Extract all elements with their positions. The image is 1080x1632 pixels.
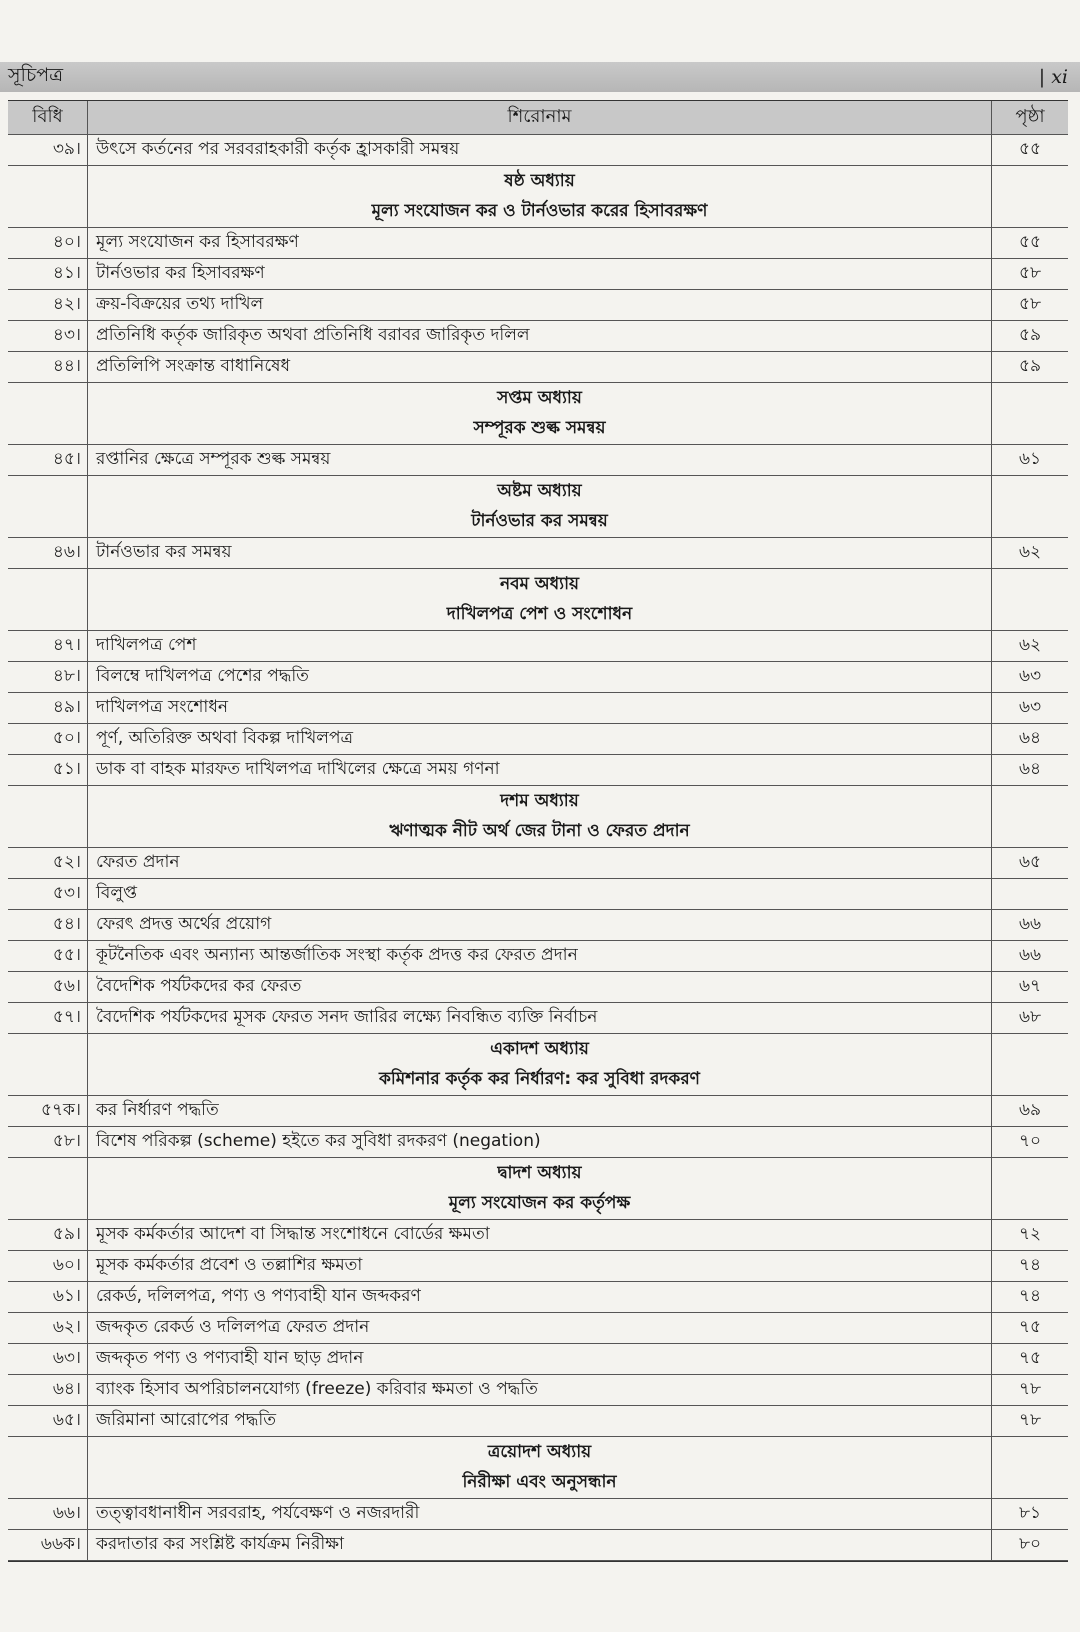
section-name: সূচিপত্র <box>8 64 64 86</box>
table-row <box>8 1282 1068 1313</box>
page-ref: ৭৫ <box>1018 1317 1042 1337</box>
chapter-heading: টার্নওভার কর সমন্বয় <box>88 507 992 537</box>
rule-title: কর নির্ধারণ পদ্ধতি <box>88 1096 992 1126</box>
page-ref: ৫৯ <box>1018 325 1042 345</box>
page-ref: ৭২ <box>1018 1224 1042 1244</box>
rule-title: পূর্ণ, অতিরিক্ত অথবা বিকল্প দাখিলপত্র <box>88 724 992 754</box>
rule-number: ৪৩। <box>8 321 88 351</box>
rule-number: ৪২। <box>8 290 88 320</box>
page-ref <box>992 197 1068 227</box>
chapter-heading: দাখিলপত্র পেশ ও সংশোধন <box>88 600 992 630</box>
chapter-heading: মূল্য সংযোজন কর ও টার্নওভার করের হিসাবরক্ষণ <box>88 197 992 227</box>
table-row <box>8 693 1068 724</box>
table-row <box>8 724 1068 755</box>
page-ref <box>992 817 1068 847</box>
chapter-heading: মূল্য সংযোজন কর কর্তৃপক্ষ <box>88 1189 992 1219</box>
rule-title: বিশেষ পরিকল্প (scheme) হইতে কর সুবিধা রদকরণ (negation) <box>88 1127 992 1157</box>
chapter-heading: কমিশনার কর্তৃক কর নির্ধারণ: কর সুবিধা রদকরণ <box>88 1065 992 1095</box>
table-row <box>8 662 1068 693</box>
rule-title: ক্রয়-বিক্রয়ের তথ্য দাখিল <box>88 290 992 320</box>
page-ref <box>992 1437 1068 1468</box>
table-row <box>8 631 1068 662</box>
rule-number: ৬২। <box>8 1313 88 1343</box>
rule-number: ৩৯। <box>8 135 88 165</box>
rule-title: উৎসে কর্তনের পর সরবরাহকারী কর্তৃক হ্রাসকারী সমন্বয় <box>88 135 992 165</box>
rule-number <box>8 1158 88 1189</box>
chapter-heading-row <box>8 414 1068 445</box>
chapter-heading: নবম অধ্যায় <box>88 569 992 600</box>
rule-title: বৈদেশিক পর্যটকদের মূসক ফেরত সনদ জারির লক্ষ্যে নিবন্ধিত ব্যক্তি নির্বাচন <box>88 1003 992 1033</box>
chapter-heading: ত্রয়োদশ অধ্যায় <box>88 1437 992 1468</box>
rule-title: দাখিলপত্র সংশোধন <box>88 693 992 723</box>
table-row <box>8 1220 1068 1251</box>
table-row <box>8 848 1068 879</box>
chapter-heading-row <box>8 786 1068 817</box>
rule-number: ৫৭ক। <box>8 1096 88 1126</box>
table-row <box>8 1003 1068 1034</box>
table-row <box>8 538 1068 569</box>
rule-number: ৪৮। <box>8 662 88 692</box>
chapter-heading-row <box>8 166 1068 197</box>
rule-number: ৪১। <box>8 259 88 289</box>
page-ref: ৬৭ <box>1018 976 1042 996</box>
page-ref: ৫৮ <box>1018 294 1042 314</box>
rule-number <box>8 1437 88 1468</box>
rule-number <box>8 1034 88 1065</box>
page-ref <box>992 1065 1068 1095</box>
chapter-heading: দ্বাদশ অধ্যায় <box>88 1158 992 1189</box>
rule-number: ৪৬। <box>8 538 88 568</box>
page-ref <box>992 383 1068 414</box>
rule-title: ব্যাংক হিসাব অপরিচালনযোগ্য (freeze) করিবার ক্ষমতা ও পদ্ধতি <box>88 1375 992 1405</box>
chapter-heading-row <box>8 1034 1068 1065</box>
rule-number: ৫৭। <box>8 1003 88 1033</box>
chapter-heading-row <box>8 197 1068 228</box>
chapter-heading-row <box>8 600 1068 631</box>
rule-title: রেকর্ড, দলিলপত্র, পণ্য ও পণ্যবাহী যান জব্দকরণ <box>88 1282 992 1312</box>
rule-title: জব্দকৃত পণ্য ও পণ্যবাহী যান ছাড় প্রদান <box>88 1344 992 1374</box>
rule-number <box>8 476 88 507</box>
rule-title: টার্নওভার কর সমন্বয় <box>88 538 992 568</box>
page-ref: ৬২ <box>1018 542 1042 562</box>
rule-number: ৪৯। <box>8 693 88 723</box>
page-ref <box>992 1189 1068 1219</box>
rule-number <box>8 1468 88 1498</box>
rule-title: রপ্তানির ক্ষেত্রে সম্পূরক শুল্ক সমন্বয় <box>88 445 992 475</box>
table-row <box>8 445 1068 476</box>
rule-number: ৫৪। <box>8 910 88 940</box>
rule-number <box>8 600 88 630</box>
chapter-heading-row <box>8 569 1068 600</box>
rule-number <box>8 817 88 847</box>
rule-title: ফেরৎ প্রদত্ত অর্থের প্রয়োগ <box>88 910 992 940</box>
chapter-heading: ষষ্ঠ অধ্যায় <box>88 166 992 197</box>
page-ref: ৬৪ <box>1018 759 1042 779</box>
contents-table <box>8 100 1068 1562</box>
table-row <box>8 972 1068 1003</box>
rule-title: টার্নওভার কর হিসাবরক্ষণ <box>88 259 992 289</box>
table-row <box>8 259 1068 290</box>
rule-number: ৫৯। <box>8 1220 88 1250</box>
rule-title: জব্দকৃত রেকর্ড ও দলিলপত্র ফেরত প্রদান <box>88 1313 992 1343</box>
chapter-heading-row <box>8 1468 1068 1499</box>
table-row <box>8 1499 1068 1530</box>
table-header-row <box>8 101 1068 135</box>
rule-number: ৫৫। <box>8 941 88 971</box>
rule-number <box>8 1189 88 1219</box>
page-ref: ৬৩ <box>1018 666 1042 686</box>
rule-title: প্রতিনিধি কর্তৃক জারিকৃত অথবা প্রতিনিধি বরাবর জারিকৃত দলিল <box>88 321 992 351</box>
table-row <box>8 910 1068 941</box>
rule-number: ৬৫। <box>8 1406 88 1436</box>
rule-title: বিলম্বে দাখিলপত্র পেশের পদ্ধতি <box>88 662 992 692</box>
table-row <box>8 879 1068 910</box>
page-ref <box>992 1468 1068 1498</box>
table-row <box>8 352 1068 383</box>
page-ref <box>992 414 1068 444</box>
page-ref: ৬৩ <box>1018 697 1042 717</box>
table-row <box>8 290 1068 321</box>
chapter-heading: সম্পূরক শুল্ক সমন্বয় <box>88 414 992 444</box>
rule-title: বৈদেশিক পর্যটকদের কর ফেরত <box>88 972 992 1002</box>
page-ref: ৬৪ <box>1018 728 1042 748</box>
rule-number <box>8 414 88 444</box>
table-body <box>8 135 1068 1561</box>
rule-number: ৬৪। <box>8 1375 88 1405</box>
rule-column-header: বিধি <box>8 101 88 134</box>
table-row <box>8 1406 1068 1437</box>
rule-title: বিলুপ্ত <box>88 879 992 909</box>
rule-number: ৬০। <box>8 1251 88 1281</box>
chapter-heading: অষ্টম অধ্যায় <box>88 476 992 507</box>
rule-number <box>8 383 88 414</box>
rule-title: ডাক বা বাহক মারফত দাখিলপত্র দাখিলের ক্ষেত্রে সময় গণনা <box>88 755 992 785</box>
rule-title: কূটনৈতিক এবং অন্যান্য আন্তর্জাতিক সংস্থা কর্তৃক প্রদত্ত কর ফেরত প্রদান <box>88 941 992 971</box>
table-row <box>8 1127 1068 1158</box>
page-ref: ৭৪ <box>1018 1286 1042 1306</box>
rule-number <box>8 166 88 197</box>
rule-number <box>8 786 88 817</box>
chapter-heading-row <box>8 817 1068 848</box>
page-ref <box>992 786 1068 817</box>
rule-number: ৫০। <box>8 724 88 754</box>
table-row <box>8 941 1068 972</box>
chapter-heading: ঋণাত্মক নীট অর্থ জের টানা ও ফেরত প্রদান <box>88 817 992 847</box>
rule-title: তত্ত্বাবধানাধীন সরবরাহ, পর্যবেক্ষণ ও নজরদারী <box>88 1499 992 1529</box>
rule-number: ৬৩। <box>8 1344 88 1374</box>
rule-number: ৫৮। <box>8 1127 88 1157</box>
rule-number: ৬৬। <box>8 1499 88 1529</box>
rule-number: ৬৬ক। <box>8 1530 88 1560</box>
page-ref: ৫৮ <box>1018 263 1042 283</box>
page-ref: ৭৮ <box>1018 1410 1042 1430</box>
page-column-header: পৃষ্ঠা <box>1015 106 1045 127</box>
table-row <box>8 1375 1068 1406</box>
page-ref <box>992 569 1068 600</box>
page-ref: ৬১ <box>1018 449 1042 469</box>
page-ref <box>992 507 1068 537</box>
rule-title: মূসক কর্মকর্তার আদেশ বা সিদ্ধান্ত সংশোধনে বোর্ডের ক্ষমতা <box>88 1220 992 1250</box>
page-ref <box>992 476 1068 507</box>
rule-number: ৫২। <box>8 848 88 878</box>
page-ref: ৬৫ <box>1018 852 1042 872</box>
chapter-heading-row <box>8 1065 1068 1096</box>
rule-title: করদাতার কর সংশ্লিষ্ট কার্যক্রম নিরীক্ষা <box>88 1530 992 1560</box>
table-row <box>8 228 1068 259</box>
chapter-heading-row <box>8 507 1068 538</box>
rule-number <box>8 1065 88 1095</box>
page-ref: ৮০ <box>1018 1534 1042 1554</box>
page-ref: ৬৯ <box>1018 1100 1042 1120</box>
page-number: | xi <box>1038 66 1068 88</box>
page-ref: ৬৬ <box>1018 945 1042 965</box>
page-ref: ৭০ <box>1018 1131 1042 1151</box>
chapter-heading: নিরীক্ষা এবং অনুসন্ধান <box>88 1468 992 1498</box>
rule-title: প্রতিলিপি সংক্রান্ত বাধানিষেধ <box>88 352 992 382</box>
rule-number: ৬১। <box>8 1282 88 1312</box>
rule-number: ৫৩। <box>8 879 88 909</box>
page-ref <box>992 1158 1068 1189</box>
rule-title: মূল্য সংযোজন কর হিসাবরক্ষণ <box>88 228 992 258</box>
chapter-heading: সপ্তম অধ্যায় <box>88 383 992 414</box>
page-ref: ৫৫ <box>1018 232 1042 252</box>
table-row <box>8 1251 1068 1282</box>
chapter-heading-row <box>8 476 1068 507</box>
page-ref: ৭৮ <box>1018 1379 1042 1399</box>
rule-number <box>8 197 88 227</box>
page-ref: ৬২ <box>1018 635 1042 655</box>
table-row <box>8 1313 1068 1344</box>
page-ref: ৭৫ <box>1018 1348 1042 1368</box>
chapter-heading-row <box>8 383 1068 414</box>
table-row <box>8 1096 1068 1127</box>
page-ref <box>992 166 1068 197</box>
rule-title: দাখিলপত্র পেশ <box>88 631 992 661</box>
rule-number: ৪৪। <box>8 352 88 382</box>
rule-number: ৫১। <box>8 755 88 785</box>
page-ref: ৮১ <box>1018 1503 1042 1523</box>
chapter-heading-row <box>8 1158 1068 1189</box>
rule-title: জরিমানা আরোপের পদ্ধতি <box>88 1406 992 1436</box>
page-ref: ৬৬ <box>1018 914 1042 934</box>
page-ref: ৬৮ <box>1018 1007 1042 1027</box>
chapter-heading: দশম অধ্যায় <box>88 786 992 817</box>
rule-number: ৪৫। <box>8 445 88 475</box>
rule-title: ফেরত প্রদান <box>88 848 992 878</box>
table-row <box>8 135 1068 166</box>
rule-number: ৪৭। <box>8 631 88 661</box>
table-row <box>8 1530 1068 1561</box>
chapter-heading-row <box>8 1189 1068 1220</box>
title-column-header: শিরোনাম <box>88 101 992 134</box>
page-ref <box>992 1034 1068 1065</box>
table-row <box>8 755 1068 786</box>
page-ref <box>992 879 1068 909</box>
page-ref: ৫৫ <box>1018 139 1042 159</box>
page-ref <box>992 600 1068 630</box>
chapter-heading-row <box>8 1437 1068 1468</box>
chapter-heading: একাদশ অধ্যায় <box>88 1034 992 1065</box>
rule-number: ৫৬। <box>8 972 88 1002</box>
rule-number <box>8 569 88 600</box>
rule-title: মূসক কর্মকর্তার প্রবেশ ও তল্লাশির ক্ষমতা <box>88 1251 992 1281</box>
page-ref: ৫৯ <box>1018 356 1042 376</box>
page-header <box>0 62 1080 92</box>
rule-number: ৪০। <box>8 228 88 258</box>
page-ref: ৭৪ <box>1018 1255 1042 1275</box>
table-row <box>8 321 1068 352</box>
rule-number <box>8 507 88 537</box>
table-row <box>8 1344 1068 1375</box>
